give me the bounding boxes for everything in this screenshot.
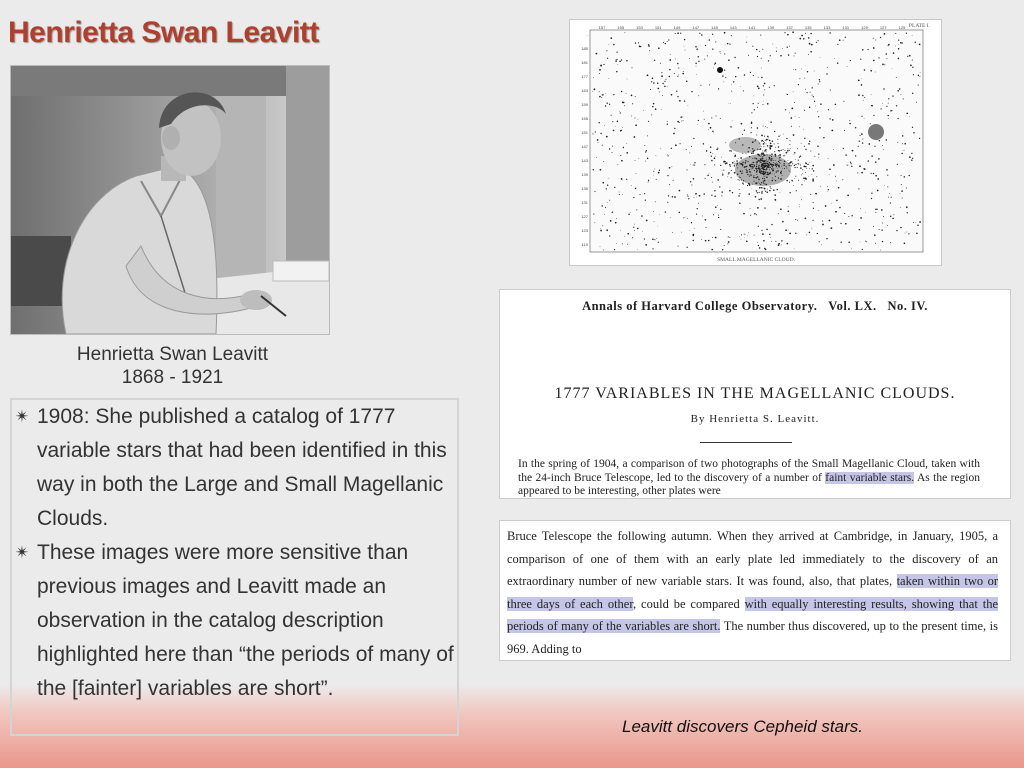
page-title: Henrietta Swan Leavitt bbox=[8, 16, 319, 49]
plate-left-tick: 131 bbox=[581, 200, 588, 205]
plate-left-tick: - bbox=[586, 32, 588, 37]
excerpt-highlight: taken within two or three days of each other bbox=[507, 574, 998, 611]
annals-volume: Vol. LX. bbox=[828, 299, 877, 313]
excerpt-text: Bruce Telescope the following autumn. When they arrived at Cambridge, in January, 1905, a comparison of one of them with an early plate led immediately to the discovery of an extraordinary number of new variable stars. It was found, also, that plates, bbox=[507, 529, 998, 588]
plate-top-tick: 125 bbox=[898, 25, 906, 30]
plate-top-tick: 155 bbox=[617, 25, 625, 30]
cloud-core bbox=[735, 154, 791, 186]
plate-left-tick: 159 bbox=[581, 102, 588, 107]
plate-illustration bbox=[570, 20, 941, 265]
bullet-list bbox=[10, 398, 459, 736]
bullet-item bbox=[12, 400, 457, 536]
cloud-arm bbox=[729, 137, 761, 153]
globular-cluster bbox=[868, 124, 884, 140]
plate-left-tick: 123 bbox=[581, 228, 588, 233]
plate-top-tick: 135 bbox=[804, 25, 812, 30]
annals-body-text: In the spring of 1904, a comparison of two photographs of the Small Magellanic Cloud, taken with the 24-inch Bruce Telescope, led to the discovery of a number of bbox=[518, 458, 980, 484]
plate-left-tick: 151 bbox=[581, 130, 588, 135]
plate-left-tick: 127 bbox=[581, 214, 588, 219]
plate-top-tick: 129 bbox=[861, 25, 868, 30]
plate-left-tick: 119 bbox=[581, 242, 588, 247]
caption-dates: 1868 - 1921 bbox=[121, 367, 224, 388]
portrait-caption bbox=[30, 343, 315, 389]
portrait-photo bbox=[10, 65, 330, 335]
plate-left-tick: 147 bbox=[581, 144, 588, 149]
plate-top-tick: 147 bbox=[692, 25, 700, 30]
excerpt-text: The number thus discovered, up to the present time, is 969. Adding to bbox=[507, 619, 998, 656]
plate-top-tick: 131 bbox=[842, 25, 850, 30]
plate-top-tick: 157 bbox=[598, 25, 606, 30]
plate-label: PLATE I. bbox=[908, 23, 930, 29]
plate-top-tick: 137 bbox=[786, 25, 793, 30]
plate-caption: SMALL MAGELLANIC CLOUD. bbox=[717, 257, 795, 263]
plate-top-tick: 127 bbox=[879, 25, 887, 30]
slide-caption: Leavitt discovers Cepheid stars. bbox=[622, 717, 863, 736]
excerpt-text: , could be compared bbox=[633, 596, 745, 611]
annals-header bbox=[500, 299, 1010, 314]
star-bullet-icon: ✴ bbox=[15, 543, 30, 562]
plate-left-tick: 135 bbox=[581, 186, 588, 191]
excerpt-highlight: with equally interesting results, showing that the periods of many of the variables are short. bbox=[507, 596, 998, 633]
plate-left-tick: 177 bbox=[581, 74, 588, 79]
portrait-illustration bbox=[11, 66, 329, 334]
star-bullet-icon: ✴ bbox=[15, 407, 30, 426]
catalog-excerpt bbox=[499, 520, 1011, 661]
plate-top-tick: 143 bbox=[729, 25, 737, 30]
annals-byline: By Henrietta S. Leavitt. bbox=[690, 413, 820, 425]
caption-name: Henrietta Swan Leavitt bbox=[76, 344, 269, 365]
bright-star bbox=[717, 67, 723, 73]
plate-left-tick: 181 bbox=[581, 60, 588, 65]
annals-document bbox=[499, 289, 1011, 499]
plate-left-tick: 185 bbox=[581, 46, 588, 51]
plate-top-tick: 151 bbox=[654, 25, 662, 30]
plate-top-tick: 133 bbox=[823, 25, 831, 30]
plate-left-tick: 155 bbox=[581, 116, 588, 121]
annals-highlight: faint variable stars. bbox=[825, 471, 915, 484]
plate-top-tick: 145 bbox=[711, 25, 718, 30]
plate-top-tick: 153 bbox=[636, 25, 643, 30]
annals-number: No. IV. bbox=[887, 299, 928, 313]
plate-left-tick: 139 bbox=[581, 172, 588, 177]
plate-left-tick: 163 bbox=[581, 88, 588, 93]
annals-body bbox=[518, 458, 980, 499]
bullet-item bbox=[12, 536, 457, 706]
annals-publication: Annals of Harvard College Observatory. bbox=[582, 299, 818, 313]
annals-title: 1777 VARIABLES IN THE MAGELLANIC CLOUDS. bbox=[554, 385, 956, 402]
plate-left-tick: 143 bbox=[581, 158, 588, 163]
plate-top-tick: 139 bbox=[767, 25, 775, 30]
annals-rule bbox=[700, 442, 792, 443]
bullet-text: These images were more sensitive than previous images and Leavitt made an observation in the catalog description highlighted here than “the periods of many of the [fainter] variables are short”. bbox=[37, 541, 454, 700]
plate-top-tick: 141 bbox=[748, 25, 756, 30]
plate-top-tick: 149 bbox=[673, 25, 681, 30]
annals-body-text: As the region appeared to be interesting, other plates were bbox=[518, 471, 980, 497]
magellanic-plate bbox=[569, 19, 942, 266]
bullet-text: 1908: She published a catalog of 1777 variable stars that had been identified in this way in both the Large and Small Magellanic Clouds. bbox=[37, 405, 447, 530]
